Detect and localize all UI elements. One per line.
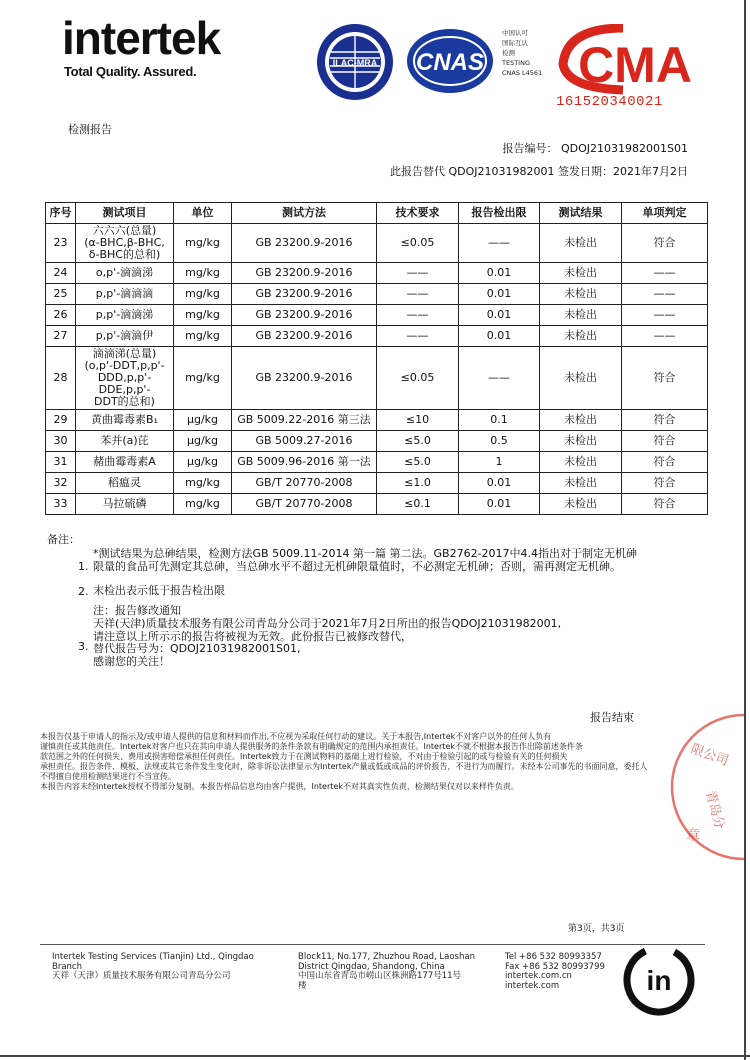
table-cell: mg/kg [174,263,232,284]
table-cell: —— [459,224,540,263]
table-cell: μg/kg [174,410,232,431]
table-cell: —— [622,263,708,284]
table-cell: 未检出 [540,224,622,263]
table-cell: 未检出 [540,305,622,326]
table-cell: μg/kg [174,452,232,473]
table-cell: 黄曲霉毒素B₁ [76,410,174,431]
table-row [46,263,708,284]
table-cell: 符合 [622,473,708,494]
table-cell: —— [459,347,540,410]
table-header-row [46,203,708,224]
table-cell: mg/kg [174,284,232,305]
table-cell: 符合 [622,431,708,452]
note-number: 2. [78,585,89,598]
table-cell: 0.01 [459,473,540,494]
note-3: 注：报告修改通知 天祥(天津)质量技术服务有限公司青岛分公司于2021年7月2日所出的报告QDOJ21031982001, 请注意以上所示示的报告将被视为无效。此份报告已被修改替代， 替代报告号为：QDOJ21031982001S01, 感谢您的关注！ [93,604,562,669]
table-cell: o,p'-滴滴涕 [76,263,174,284]
table-cell: ≤5.0 [377,452,459,473]
table-cell: —— [377,263,459,284]
table-row [46,452,708,473]
table-cell: 24 [46,263,76,284]
footer-contact: Tel +86 532 80993357 Fax +86 532 80993799 intertek.com.cn intertek.com [505,952,605,991]
table-cell: —— [377,326,459,347]
table-row [46,326,708,347]
page-frame-right [744,0,746,1060]
table-cell: 31 [46,452,76,473]
table-cell: GB 5009.22-2016 第三法 [232,410,377,431]
note-number: 1. [78,560,89,573]
table-cell: ≤10 [377,410,459,431]
table-cell: 符合 [622,410,708,431]
table-cell: mg/kg [174,494,232,515]
svg-text:章: 章 [686,828,700,844]
table-cell: 0.01 [459,305,540,326]
cma-mark-text: CMA [578,37,692,93]
table-cell: ≤0.1 [377,494,459,515]
table-cell: mg/kg [174,305,232,326]
table-body [46,224,708,515]
table-cell: ≤1.0 [377,473,459,494]
table-cell: 0.01 [459,326,540,347]
table-cell: 符合 [622,347,708,410]
table-cell: 29 [46,410,76,431]
col-header: 测试结果 [540,203,622,224]
table-cell: 1 [459,452,540,473]
results-table [45,202,708,515]
table-cell: ≤0.05 [377,224,459,263]
footer-company: Intertek Testing Services (Tianjin) Ltd., Qingdao Branch 天祥（天津）质量技术服务有限公司青岛分公司 [52,952,254,981]
table-cell: GB 23200.9-2016 [232,224,377,263]
table-cell: 滴滴涕(总量) (o,p'-DDT,p,p'- DDD,p,p'- DDE,p,p'- DDT的总和) [76,347,174,410]
table-cell: 符合 [622,452,708,473]
table-cell: 0.1 [459,410,540,431]
table-row [46,224,708,263]
table-cell: p,p'-滴滴涕 [76,305,174,326]
table-cell: —— [622,284,708,305]
table-cell: —— [622,326,708,347]
report-number: 报告编号： QDOJ21031982001S01 [502,142,688,155]
table-cell: mg/kg [174,224,232,263]
page-frame-bottom [0,1055,750,1057]
notes-label: 备注： [47,533,80,546]
table-cell: 30 [46,431,76,452]
table-cell: 26 [46,305,76,326]
table-cell: GB 5009.96-2016 第一法 [232,452,377,473]
col-header: 单位 [174,203,232,224]
table-row [46,494,708,515]
cnas-logo-icon [405,26,495,96]
table-cell: —— [377,305,459,326]
table-cell: 未检出 [540,326,622,347]
col-header: 测试项目 [76,203,174,224]
page-number: 第3页，共3页 [568,924,625,934]
table-cell: 0.5 [459,431,540,452]
cma-number: 161520340021 [556,94,663,110]
intertek-logo: intertek [62,12,221,64]
note-1: *测试结果为总砷结果，检测方法GB 5009.11-2014 第一篇 第二法。GB2762-2017中4.4指出对于制定无机砷 限量的食品可先测定其总砷，当总砷水平不超过无机砷限量值时，不必测定无机砷；否则，需再测定无机砷。 [93,547,638,573]
note-2: 末检出表示低于报告检出限 [93,584,225,597]
table-cell: GB 23200.9-2016 [232,284,377,305]
table-row [46,473,708,494]
table-cell: 苯并(a)芘 [76,431,174,452]
table-row [46,305,708,326]
table-cell: 未检出 [540,263,622,284]
table-cell: GB 23200.9-2016 [232,263,377,284]
table-cell: 未检出 [540,494,622,515]
cnas-side-text: 中国认可 国际互认 检测 TESTING CNAS L4561 [502,29,543,77]
cnas-mark-text: CNAS [415,49,485,76]
report-end-label: 报告结束 [590,711,634,724]
footer-address: Block11, No.177, Zhuzhou Road, Laoshan District Qingdao, Shandong, China 中国山东省青岛市崂山区株洲路177号11号 楼 [298,952,475,991]
table-cell: GB 23200.9-2016 [232,305,377,326]
table-cell: 28 [46,347,76,410]
table-cell: ≤0.05 [377,347,459,410]
table-cell: 0.01 [459,263,540,284]
table-cell: 符合 [622,224,708,263]
table-cell: GB/T 20770-2008 [232,473,377,494]
table-cell: 未检出 [540,347,622,410]
table-cell: p,p'-滴滴伊 [76,326,174,347]
table-cell: 稻瘟灵 [76,473,174,494]
table-cell: mg/kg [174,347,232,410]
table-cell: 33 [46,494,76,515]
svg-text:in: in [646,965,672,996]
table-row [46,284,708,305]
table-cell: GB 23200.9-2016 [232,326,377,347]
table-cell: GB 23200.9-2016 [232,347,377,410]
table-cell: 未检出 [540,284,622,305]
table-cell: 马拉硫磷 [76,494,174,515]
report-replace-info: 此报告替代 QDOJ21031982001 签发日期：2021年7月2日 [390,165,688,178]
table-cell: p,p'-滴滴滴 [76,284,174,305]
cma-logo-icon [553,24,693,96]
table-cell: 六六六(总量) (α-BHC,β-BHC, δ-BHC的总和) [76,224,174,263]
table-cell: 赭曲霉毒素A [76,452,174,473]
ilac-mra-logo-icon [315,22,395,102]
table-cell: 未检出 [540,431,622,452]
table-cell: 符合 [622,494,708,515]
col-header: 序号 [46,203,76,224]
table-cell: mg/kg [174,326,232,347]
document-title: 检测报告 [68,123,112,136]
table-cell: —— [622,305,708,326]
table-row [46,410,708,431]
svg-text:青岛分: 青岛分 [702,789,727,831]
table-cell: 未检出 [540,452,622,473]
table-cell: 23 [46,224,76,263]
table-cell: 32 [46,473,76,494]
footer-divider [40,944,705,945]
table-cell: ≤5.0 [377,431,459,452]
table-cell: 25 [46,284,76,305]
col-header: 技术要求 [377,203,459,224]
table-cell: 27 [46,326,76,347]
col-header: 单项判定 [622,203,708,224]
table-cell: 0.01 [459,284,540,305]
table-row [46,431,708,452]
intertek-tagline: Total Quality. Assured. [64,64,197,79]
disclaimer-text: 本报告仅基于申请人的指示及/或申请人提供的信息和材料而作出,不应视为采取任何行动的建议。关于本报告,Intertek不对客户以外的任何人负有 谨慎责任或其他责任。Intertek对客户也只在其向申请人提供服务的条件条款有明确规定的范围内承担责任。Intertek不就不根据本报告作出除前述条件条 款范围之外的任何损失、费用或损害赔偿承担任何责任。Intertek致力于在测试物料的基础上进行检验，不对由于检验引起的或与检验有关的任何损失 承担责任。报告条件、模板、法规或其它条件发生变化时，除非诉讼法律显示为Intertek产量或低或成品的评价报告，不进行为而履行。未经本公司事先的书面同意，委托人 不得擅自使用检测结果进行不当宣传。 本报告内容未经Intertek授权不得部分复制。本报告样品信息均由客户提供，Intertek不对其真实性负责，检测结果仅对以来样件负责。 [40,732,648,791]
company-seal-stamp-icon [660,712,744,862]
col-header: 报告检出限 [459,203,540,224]
table-cell: GB 5009.27-2016 [232,431,377,452]
table-cell: μg/kg [174,431,232,452]
table-cell: 0.01 [459,494,540,515]
table-cell: 未检出 [540,473,622,494]
table-row [46,347,708,410]
intertek-in-badge-icon [623,944,695,1016]
table-cell: mg/kg [174,473,232,494]
table-cell: —— [377,284,459,305]
table-cell: 未检出 [540,410,622,431]
note-number: 3. [78,640,89,653]
svg-text:限公司: 限公司 [688,741,731,770]
ilac-mark-text: ILAC-MRA [332,58,378,68]
col-header: 测试方法 [232,203,377,224]
table-cell: GB/T 20770-2008 [232,494,377,515]
